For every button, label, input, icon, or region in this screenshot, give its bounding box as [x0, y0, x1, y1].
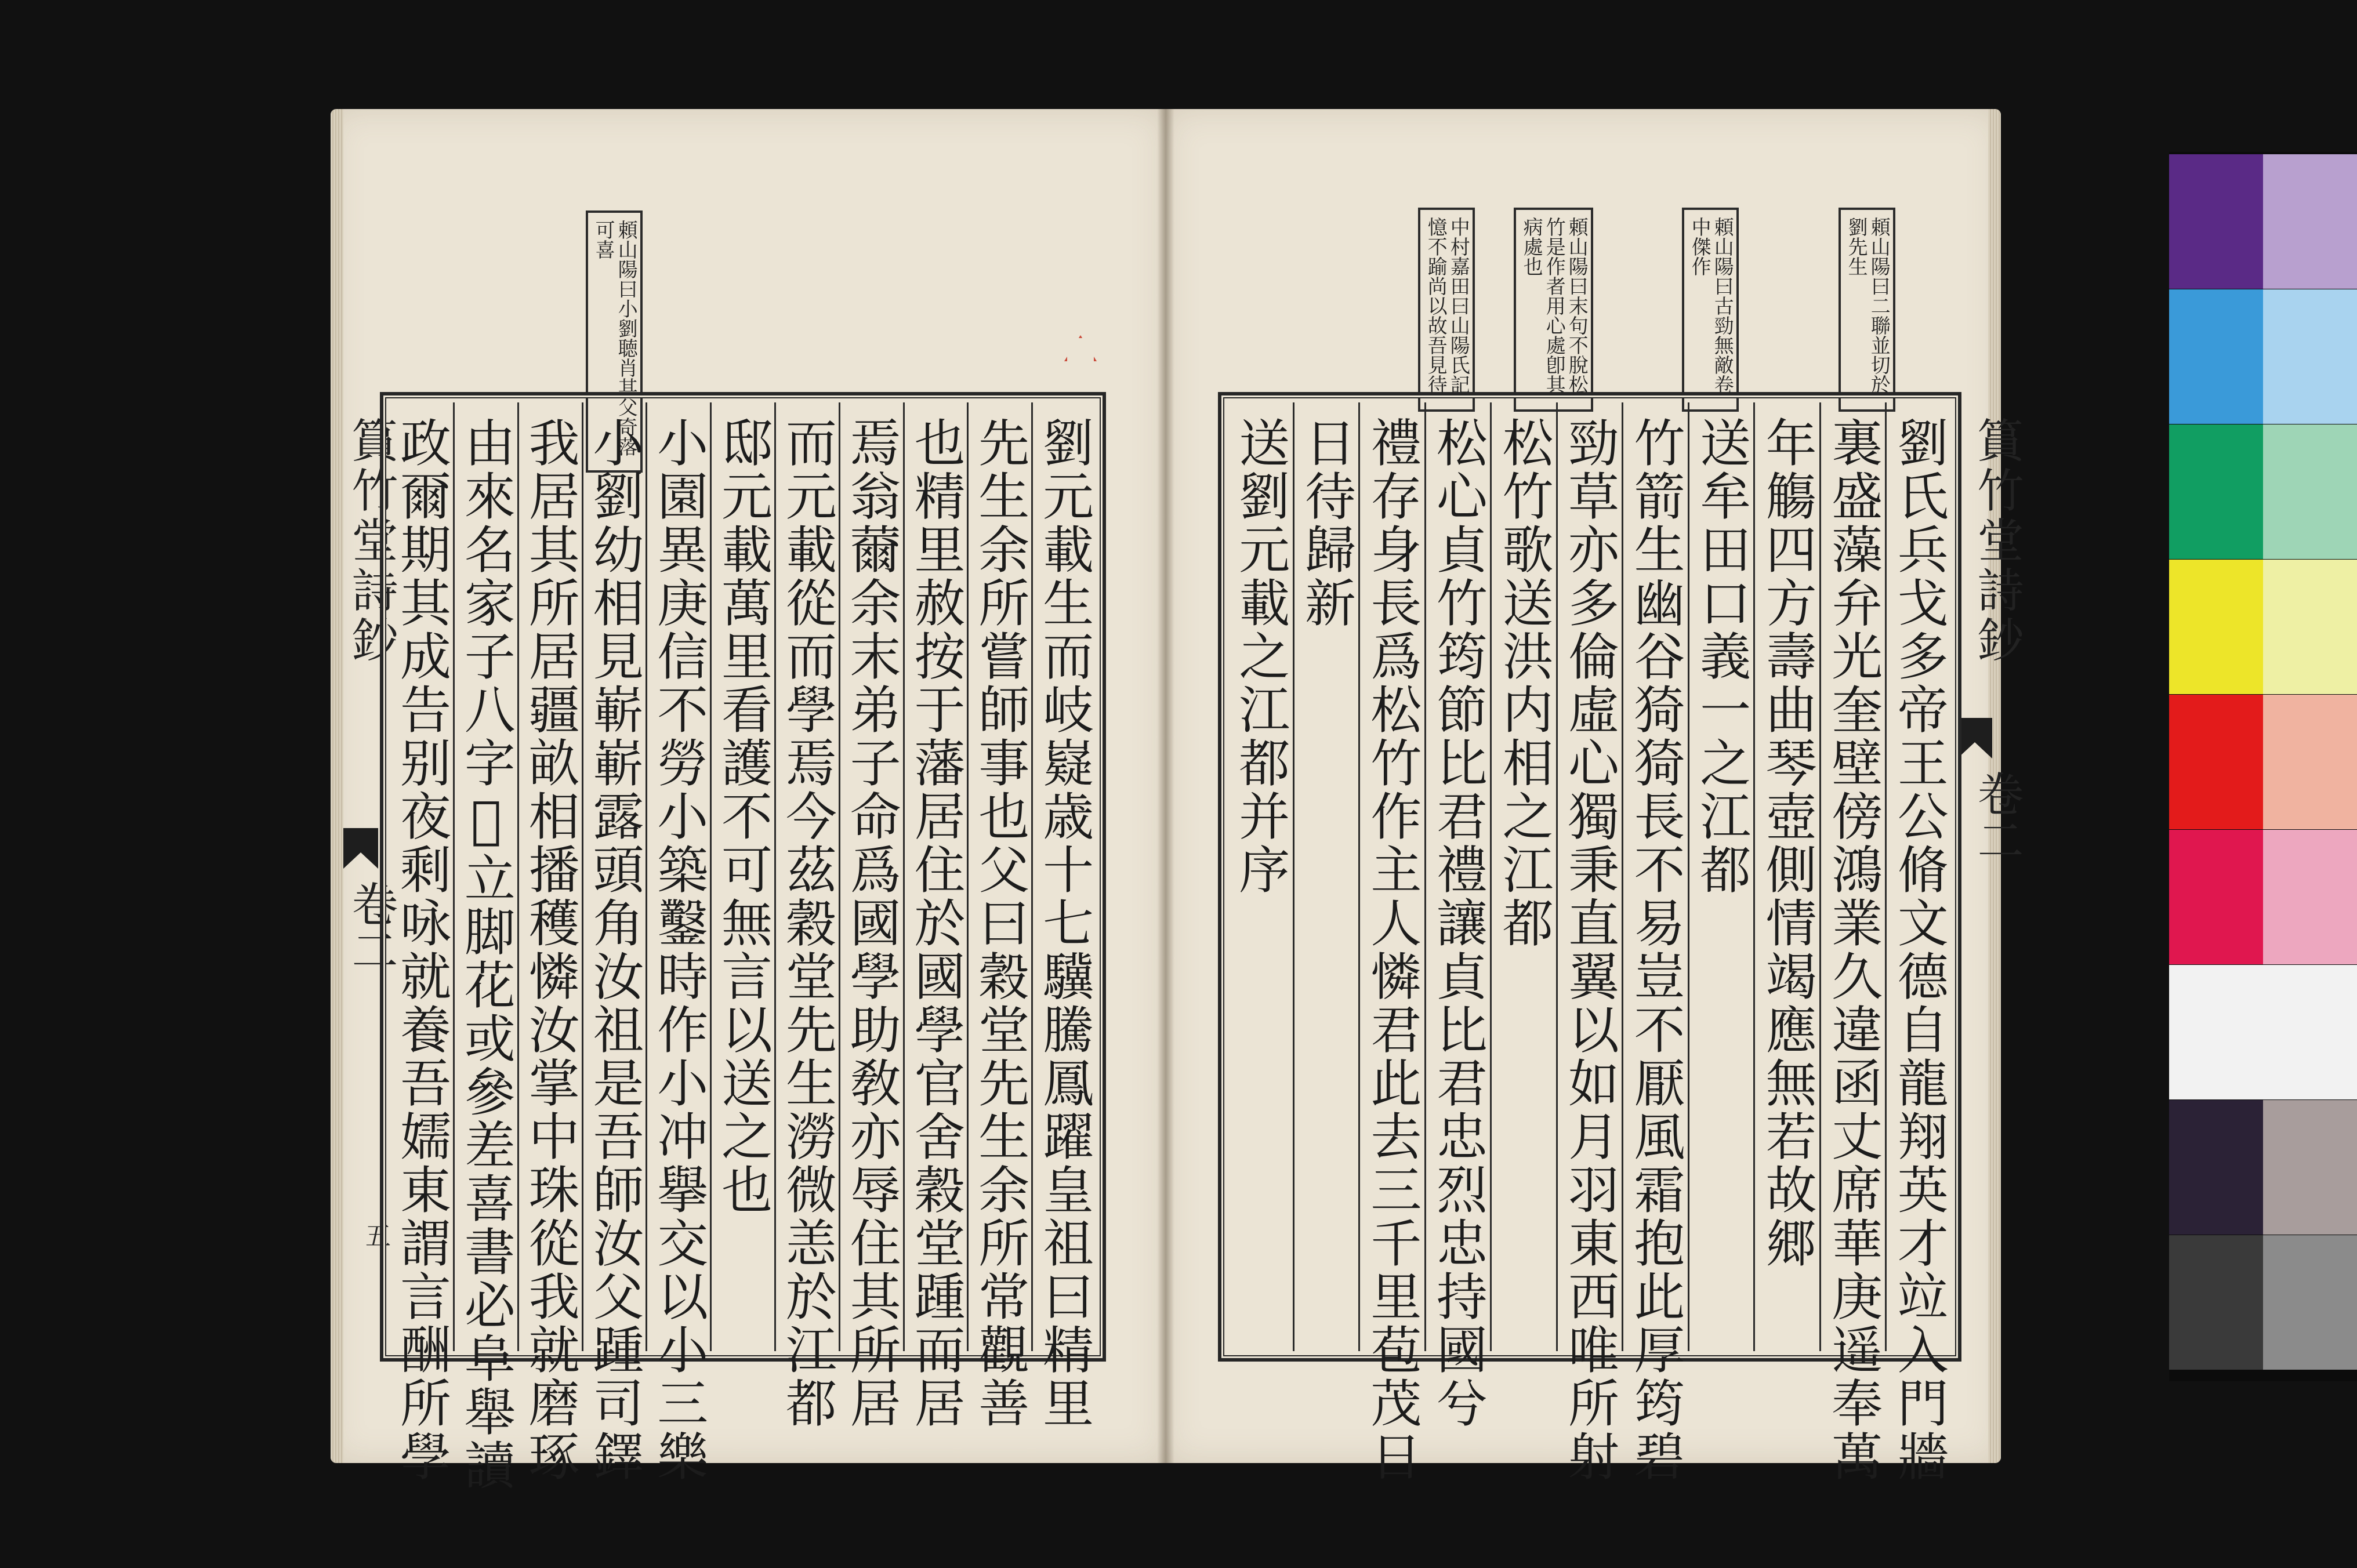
column-text: 先生余所嘗師事也父曰穀堂先生余所常觀善	[970, 416, 1031, 1430]
column-text: 松竹歌送洪内相之江都	[1494, 416, 1554, 950]
color-patch	[2169, 424, 2263, 559]
column-text: 焉翁薾余末弟子命爲國學助敎亦辱住其所居	[842, 416, 902, 1430]
right-head-note-2: 頼山陽曰古勁無敵卷中傑作	[1682, 208, 1739, 412]
fishtail-mark	[343, 828, 378, 869]
text-column	[1424, 402, 1491, 1430]
color-patch	[2263, 289, 2357, 424]
left-head-note: 頼山陽曰小劉聴肖其父奇落可喜	[586, 210, 643, 473]
text-column	[839, 402, 903, 1430]
text-column	[1556, 402, 1622, 1483]
column-text: 也精里赦按于藩居住於國學官舍穀堂踵而居	[906, 416, 966, 1430]
text-column	[517, 402, 582, 1483]
column-text: 小園異庚信不勞小築鑿時作小冲擧交以小三樂	[649, 416, 709, 1483]
text-column	[967, 402, 1031, 1430]
color-patch	[2169, 154, 2263, 289]
page-number-text: 五	[361, 1222, 390, 1248]
column-text: 竹箭生幽谷猗猗長不易豈不厭風霜抱此厚筠碧	[1626, 416, 1686, 1483]
column-text: 我居其所居疆畝相播穫憐汝掌中珠從我就磨琢	[520, 416, 581, 1483]
spine-volume: 卷二	[344, 880, 398, 973]
color-patch	[2263, 695, 2357, 829]
column-text: 日待歸新	[1296, 416, 1357, 630]
right-head-note-1: 頼山陽曰二聯並切於劉先生	[1839, 208, 1895, 412]
color-patch	[2263, 830, 2357, 964]
right-page	[1166, 109, 2024, 1483]
color-patch	[2169, 1100, 2263, 1235]
column-text: 劉元載生而岐嶷歳十七驥騰鳳躍皇祖曰精里	[1035, 416, 1095, 1430]
right-spine-volume-wrap	[1963, 770, 2030, 863]
right-head-note-4: 中村嘉田曰山陽氏記憶不踰尚以故吾見待	[1418, 208, 1475, 412]
column-text: 年觴四方壽曲琴壺側情竭應無若故郷	[1757, 416, 1818, 1270]
text-column	[1228, 402, 1293, 1351]
column-text: 由來名家子八字𤼵立脚花或參差喜書必阜舉讀	[456, 416, 516, 1492]
color-patch	[2263, 424, 2357, 559]
right-columns	[1228, 402, 1951, 1483]
text-column	[903, 402, 967, 1430]
column-text: 送牟田口義一之江都	[1692, 416, 1752, 896]
text-column	[582, 402, 646, 1483]
color-patch	[2169, 289, 2263, 424]
color-patch	[2263, 965, 2357, 1099]
right-spine-title: 篔竹堂詩鈔	[1970, 416, 2024, 666]
color-patch	[2169, 560, 2263, 694]
text-column	[1688, 402, 1754, 1351]
text-column	[710, 402, 774, 1351]
book-gutter	[1157, 109, 1174, 1463]
spine-title: 篔竹堂詩鈔	[344, 416, 398, 666]
color-patch	[2169, 830, 2263, 964]
text-column	[453, 402, 517, 1492]
column-text: 邸元載萬里看護不可無言以送之也	[713, 416, 774, 1217]
text-column	[1031, 402, 1096, 1430]
right-head-note-3: 頼山陽曰末句不脫松竹是作者用心處卽其病處也	[1514, 208, 1593, 412]
text-column	[1885, 402, 1951, 1483]
column-text: 政爾期其成告别夜剩咏就養吾嬬東謂言酬所學	[391, 416, 452, 1483]
text-column	[1358, 402, 1424, 1483]
left-columns	[390, 402, 1096, 1492]
left-page	[331, 109, 1166, 1492]
column-text: 勁草亦多倫虛心獨秉直翼以如月羽東西唯所射	[1560, 416, 1620, 1483]
text-column	[1622, 402, 1688, 1483]
column-text: 裏盛藻弁光奎壁傍鴻業久違函丈席華庚遥奉萬	[1823, 416, 1884, 1483]
column-text: 而元載從而學焉今茲穀堂先生澇微恙於江都	[777, 416, 837, 1430]
open-book	[331, 109, 2024, 1492]
color-patch	[2263, 1235, 2357, 1370]
color-patch	[2263, 560, 2357, 694]
color-patch	[2169, 695, 2263, 829]
color-calibration-target	[2169, 152, 2357, 1381]
text-column	[390, 402, 453, 1483]
column-text: 松心貞竹筠節比君禮讓貞比君忠烈忠持國兮	[1428, 416, 1488, 1430]
left-text-frame	[380, 392, 1106, 1492]
right-spine-column	[1963, 416, 2030, 666]
color-patch	[2263, 154, 2357, 289]
red-stamp-mark	[1064, 335, 1097, 361]
column-text: 禮存身長爲松竹作主人憐君此去三千里苞茂日	[1362, 416, 1423, 1483]
right-fishtail-mark	[1957, 718, 1992, 758]
column-text: 送劉元載之江都并序	[1231, 416, 1291, 896]
right-text-frame	[1218, 392, 1961, 1483]
text-column	[1753, 402, 1819, 1351]
color-patch	[2169, 965, 2263, 1099]
column-text: 小劉幼相見嶄嶄露頭角汝祖是吾師汝父踵司鐸	[585, 416, 645, 1483]
text-column	[646, 402, 710, 1483]
color-patch	[2263, 1100, 2357, 1235]
color-patch	[2169, 1235, 2263, 1370]
text-column	[1293, 402, 1359, 1351]
page-edge-left	[331, 109, 343, 1463]
column-text: 劉氏兵戈多帝王公脩文德自龍翔英才竝入門牆	[1889, 416, 1949, 1483]
text-column	[1490, 402, 1556, 1351]
right-spine-volume: 卷二	[1970, 770, 2024, 863]
text-column	[1819, 402, 1885, 1483]
text-column	[774, 402, 839, 1430]
